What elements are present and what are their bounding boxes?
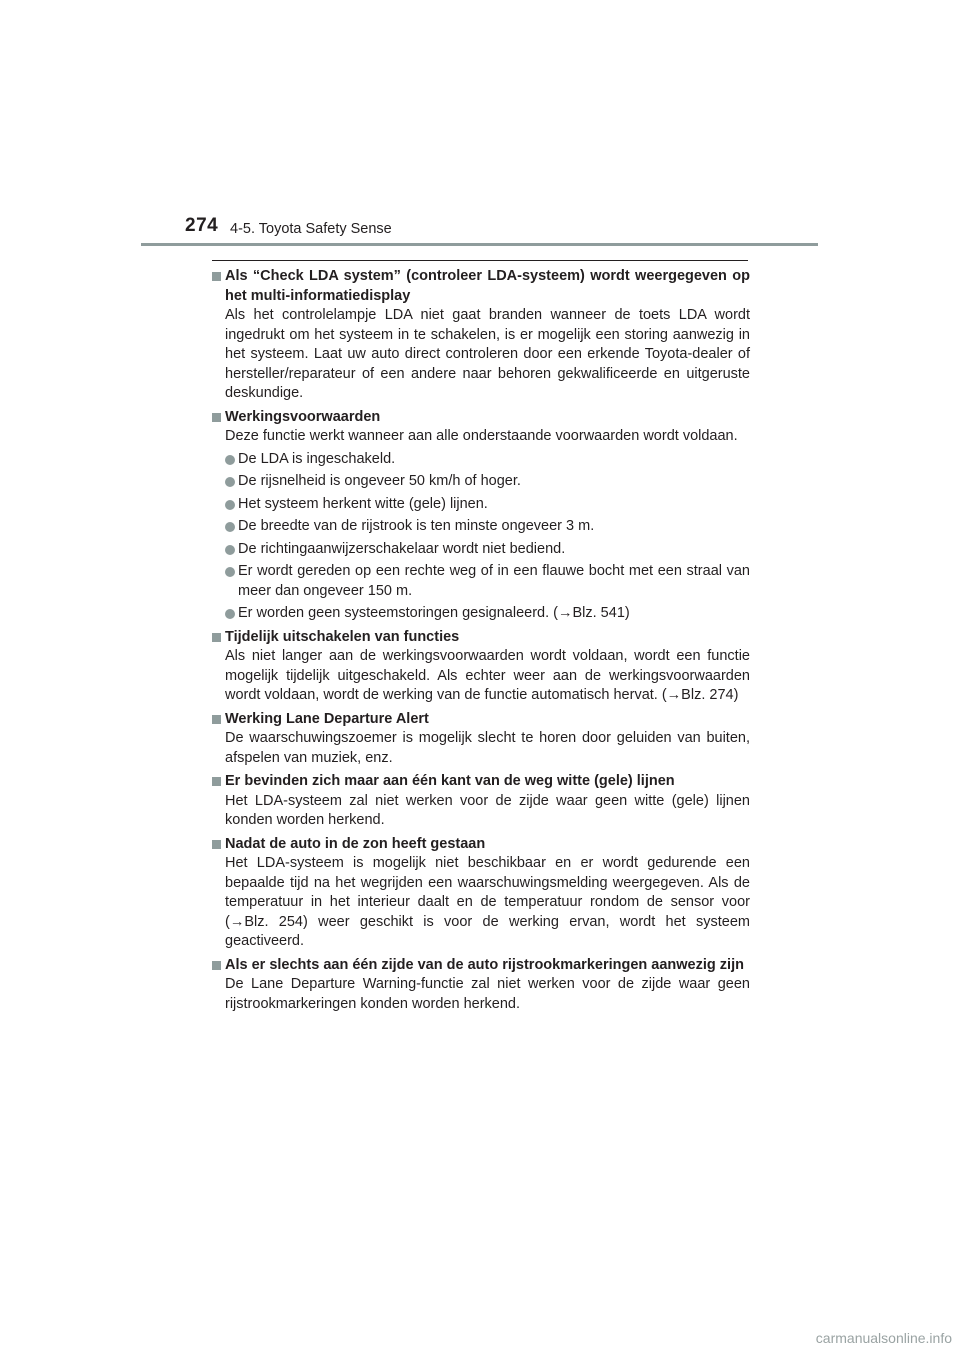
circle-bullet-icon bbox=[225, 545, 235, 555]
list-item bbox=[225, 604, 750, 624]
square-bullet-icon bbox=[212, 840, 221, 849]
section-zon bbox=[210, 835, 750, 952]
square-bullet-icon bbox=[212, 633, 221, 642]
section-heading bbox=[210, 408, 750, 428]
section-heading bbox=[210, 956, 750, 976]
section-een-kant-lijnen bbox=[210, 772, 750, 831]
paragraph: Het LDA-systeem is mogelijk niet beschikbaar en er wordt gedurende een bepaalde tijd na het wegrijden een waarschuwingsmelding weergegeven. Als de temperatuur in het interieur daalt en de temperatuur rondom de sensor voor (→Blz. 254) weer geschikt is voor de werking ervan, wordt het systeem geactiveerd. bbox=[225, 855, 750, 949]
circle-bullet-icon bbox=[225, 567, 235, 577]
section-heading bbox=[210, 267, 750, 306]
square-bullet-icon bbox=[212, 272, 221, 281]
circle-bullet-icon bbox=[225, 477, 235, 487]
paragraph: De waarschuwingszoemer is mogelijk slecht te horen door geluiden van buiten, afspelen van muziek, enz. bbox=[225, 730, 750, 766]
watermark: carmanualsonline.info bbox=[815, 1330, 952, 1346]
list-item-text: De LDA is ingeschakeld. bbox=[238, 450, 396, 467]
section-heading-text: Werking Lane Departure Alert bbox=[225, 710, 429, 727]
section-heading-text: Als “Check LDA system” (controleer LDA-systeem) wordt weergegeven op het multi-informatiedisplay bbox=[225, 268, 750, 304]
list-item-text: Er wordt gereden op een rechte weg of in een flauwe bocht met een straal van meer dan ongeveer 150 m. bbox=[238, 563, 750, 599]
section-heading bbox=[210, 628, 750, 648]
section-werkingsvoorwaarden bbox=[210, 408, 750, 624]
list-item bbox=[225, 472, 750, 492]
section-heading-text: Tijdelijk uitschakelen van functies bbox=[225, 628, 460, 645]
section-heading bbox=[210, 772, 750, 792]
list-item bbox=[225, 517, 750, 537]
list-item-text: Er worden geen systeemstoringen gesignaleerd. (→Blz. 541) bbox=[238, 605, 630, 621]
list-item bbox=[225, 450, 750, 470]
list-item-text: Het systeem herkent witte (gele) lijnen. bbox=[238, 495, 488, 512]
list-item bbox=[225, 562, 750, 601]
square-bullet-icon bbox=[212, 413, 221, 422]
section-een-zijde-markeringen bbox=[210, 956, 750, 1015]
section-heading bbox=[210, 835, 750, 855]
list-item-text: De rijsnelheid is ongeveer 50 km/h of hoger. bbox=[238, 473, 521, 489]
section-tijdelijk-uitschakelen bbox=[210, 628, 750, 706]
section-heading-text: Als er slechts aan één zijde van de auto rijstrookmarkeringen aanwezig zijn bbox=[225, 956, 744, 973]
section-check-lda bbox=[210, 267, 750, 404]
list-item-text: De richtingaanwijzerschakelaar wordt niet bediend. bbox=[238, 540, 566, 557]
list-item bbox=[225, 540, 750, 560]
page-number: 274 bbox=[185, 215, 219, 236]
square-bullet-icon bbox=[212, 715, 221, 724]
paragraph: Als het controlelampje LDA niet gaat branden wanneer de toets LDA wordt ingedrukt om het systeem in te schakelen, is er mogelijk een storing aanwezig in het systeem. Laat uw auto direct controleren door een erkende Toyota-dealer of hersteller/reparateur of een andere naar behoren gekwalificeerde en uitgeruste deskundige. bbox=[225, 307, 750, 401]
paragraph: Als niet langer aan de werkingsvoorwaarden wordt voldaan, wordt een functie mogelijk tijdelijk uitgeschakeld. Als echter weer aan de werkingsvoorwaarden wordt voldaan, wordt de werking van de functie automatisch hervat. (→Blz. 274) bbox=[225, 648, 750, 703]
circle-bullet-icon bbox=[225, 522, 235, 532]
circle-bullet-icon bbox=[225, 455, 235, 465]
section-title: 4-5. Toyota Safety Sense bbox=[230, 221, 392, 237]
list-item bbox=[225, 495, 750, 515]
section-heading bbox=[210, 710, 750, 730]
circle-bullet-icon bbox=[225, 500, 235, 510]
section-heading-text: Werkingsvoorwaarden bbox=[225, 408, 381, 425]
square-bullet-icon bbox=[212, 961, 221, 970]
condition-list bbox=[210, 450, 750, 624]
section-heading-text: Er bevinden zich maar aan één kant van de weg witte (gele) lijnen bbox=[225, 773, 675, 789]
circle-bullet-icon bbox=[225, 609, 235, 619]
content-rule bbox=[212, 260, 748, 261]
section-heading-text: Nadat de auto in de zon heeft gestaan bbox=[225, 835, 486, 852]
paragraph: Het LDA-systeem zal niet werken voor de zijde waar geen witte (gele) lijnen konden worden herkend. bbox=[225, 792, 750, 828]
paragraph: De Lane Departure Warning-functie zal niet werken voor de zijde waar geen rijstrookmarkeringen konden worden herkend. bbox=[225, 976, 750, 1012]
paragraph: Deze functie werkt wanneer aan alle onderstaande voorwaarden wordt voldaan. bbox=[225, 428, 738, 444]
list-item-text: De breedte van de rijstrook is ten minste ongeveer 3 m. bbox=[238, 518, 595, 534]
content-body bbox=[210, 267, 750, 1018]
section-werking-lda bbox=[210, 710, 750, 769]
header-rule bbox=[141, 243, 818, 246]
square-bullet-icon bbox=[212, 777, 221, 786]
